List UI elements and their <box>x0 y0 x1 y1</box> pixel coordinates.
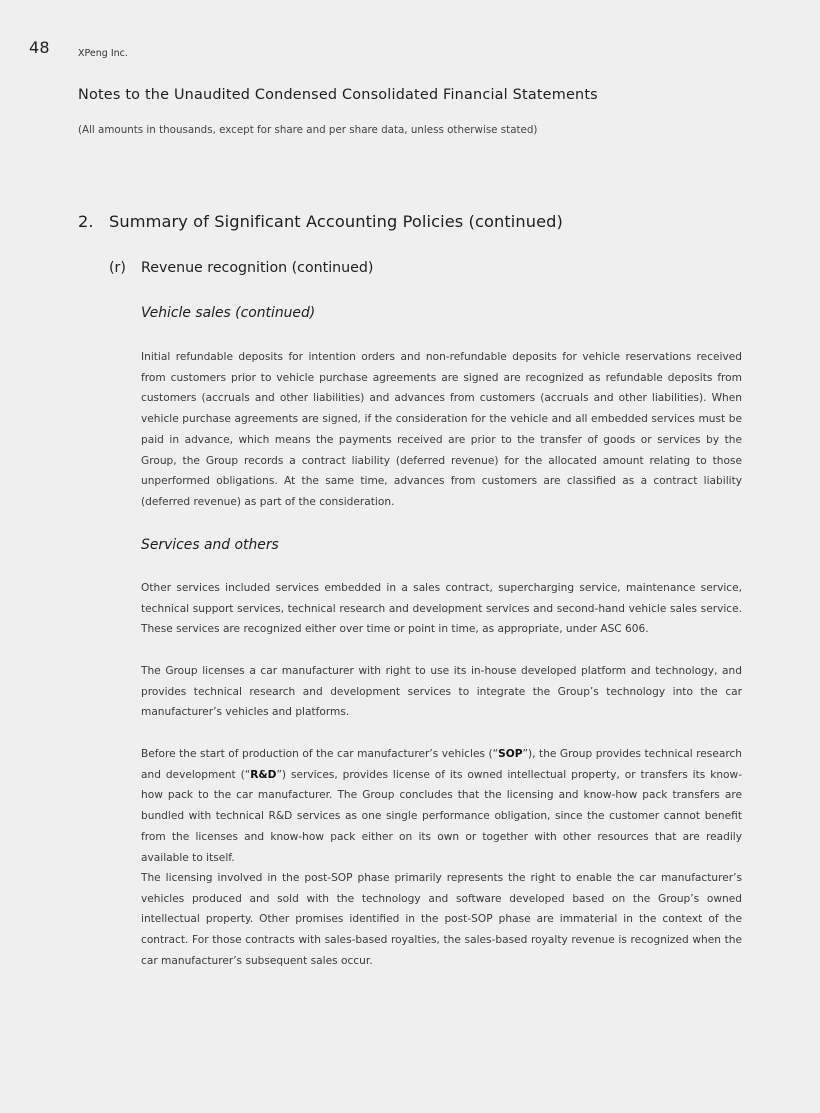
subsection-heading <box>109 260 373 276</box>
services-paragraph-4: The licensing involved in the post-SOP phase primarily represents the right to enable the car manufacturer’s vehicles produced and sold with the technology and software developed based on the Group’s owned intellectual property. Other promises identified in the post-SOP phase are immaterial in the context of the contract. For those contracts with sales-based royalties, the sales-based royalty revenue is recognized when the car manufacturer’s subsequent sales occur. <box>141 872 742 967</box>
section-heading <box>78 212 563 231</box>
section-number: 2. <box>78 212 94 231</box>
para3-text-2: ”), the Group provides technical research and development (“ <box>141 748 742 781</box>
vehicle-sales-heading: Vehicle sales (continued) <box>141 305 316 321</box>
amounts-note: (All amounts in thousands, except for share and per share data, unless otherwise stated) <box>78 124 538 136</box>
company-name: XPeng Inc. <box>78 48 128 59</box>
services-heading: Services and others <box>141 537 279 553</box>
page-number: 48 <box>29 38 50 57</box>
subsection-title: Revenue recognition (continued) <box>141 260 374 276</box>
section-title: Summary of Significant Accounting Policies (continued) <box>109 212 563 231</box>
services-paragraph-1: Other services included services embedded in a sales contract, supercharging service, maintenance service, technical support services, technical research and development services and second-hand vehicle sales service. These services are recognized either over time or point in time, as appropriate, under ASC 606. <box>141 582 742 636</box>
services-paragraph-3 <box>141 744 742 868</box>
para3-text-3: ”) services, provides license of its owned intellectual property, or transfers its know-how pack to the car manufacturer. The Group concludes that the licensing and know-how pack transfers are bundled with technical R&D services as one single performance obligation, since the customer cannot benefit from the licenses and know-how pack either on its own or together with other resources that are readily available to itself. <box>141 768 743 864</box>
sop-term: SOP <box>498 748 523 760</box>
services-paragraph-2: The Group licenses a car manufacturer with right to use its in-house developed platform and technology, and provides technical research and development services to integrate the Group’s technology into the car manufacturer’s vehicles and platforms. <box>141 665 742 719</box>
para3-text-1: Before the start of production of the car manufacturer’s vehicles (“ <box>141 748 499 760</box>
vehicle-sales-paragraph: Initial refundable deposits for intention orders and non-refundable deposits for vehicle reservations received from customers prior to vehicle purchase agreements are signed are recognized as refundable deposits from customers (accruals and other liabilities) and advances from customers (accruals and other liabilities). When vehicle purchase agreements are signed, if the consideration for the vehicle and all embedded services must be paid in advance, which means the payments received are prior to the transfer of goods or services by the Group, the Group records a contract liability (deferred revenue) for the allocated amount relating to those unperformed obligations. At the same time, advances from customers are classified as a contract liability (deferred revenue) as part of the consideration. <box>141 351 742 508</box>
rd-term: R&D <box>250 768 277 781</box>
page-title: Notes to the Unaudited Condensed Consolidated Financial Statements <box>78 87 598 103</box>
subsection-number: (r) <box>109 260 126 276</box>
